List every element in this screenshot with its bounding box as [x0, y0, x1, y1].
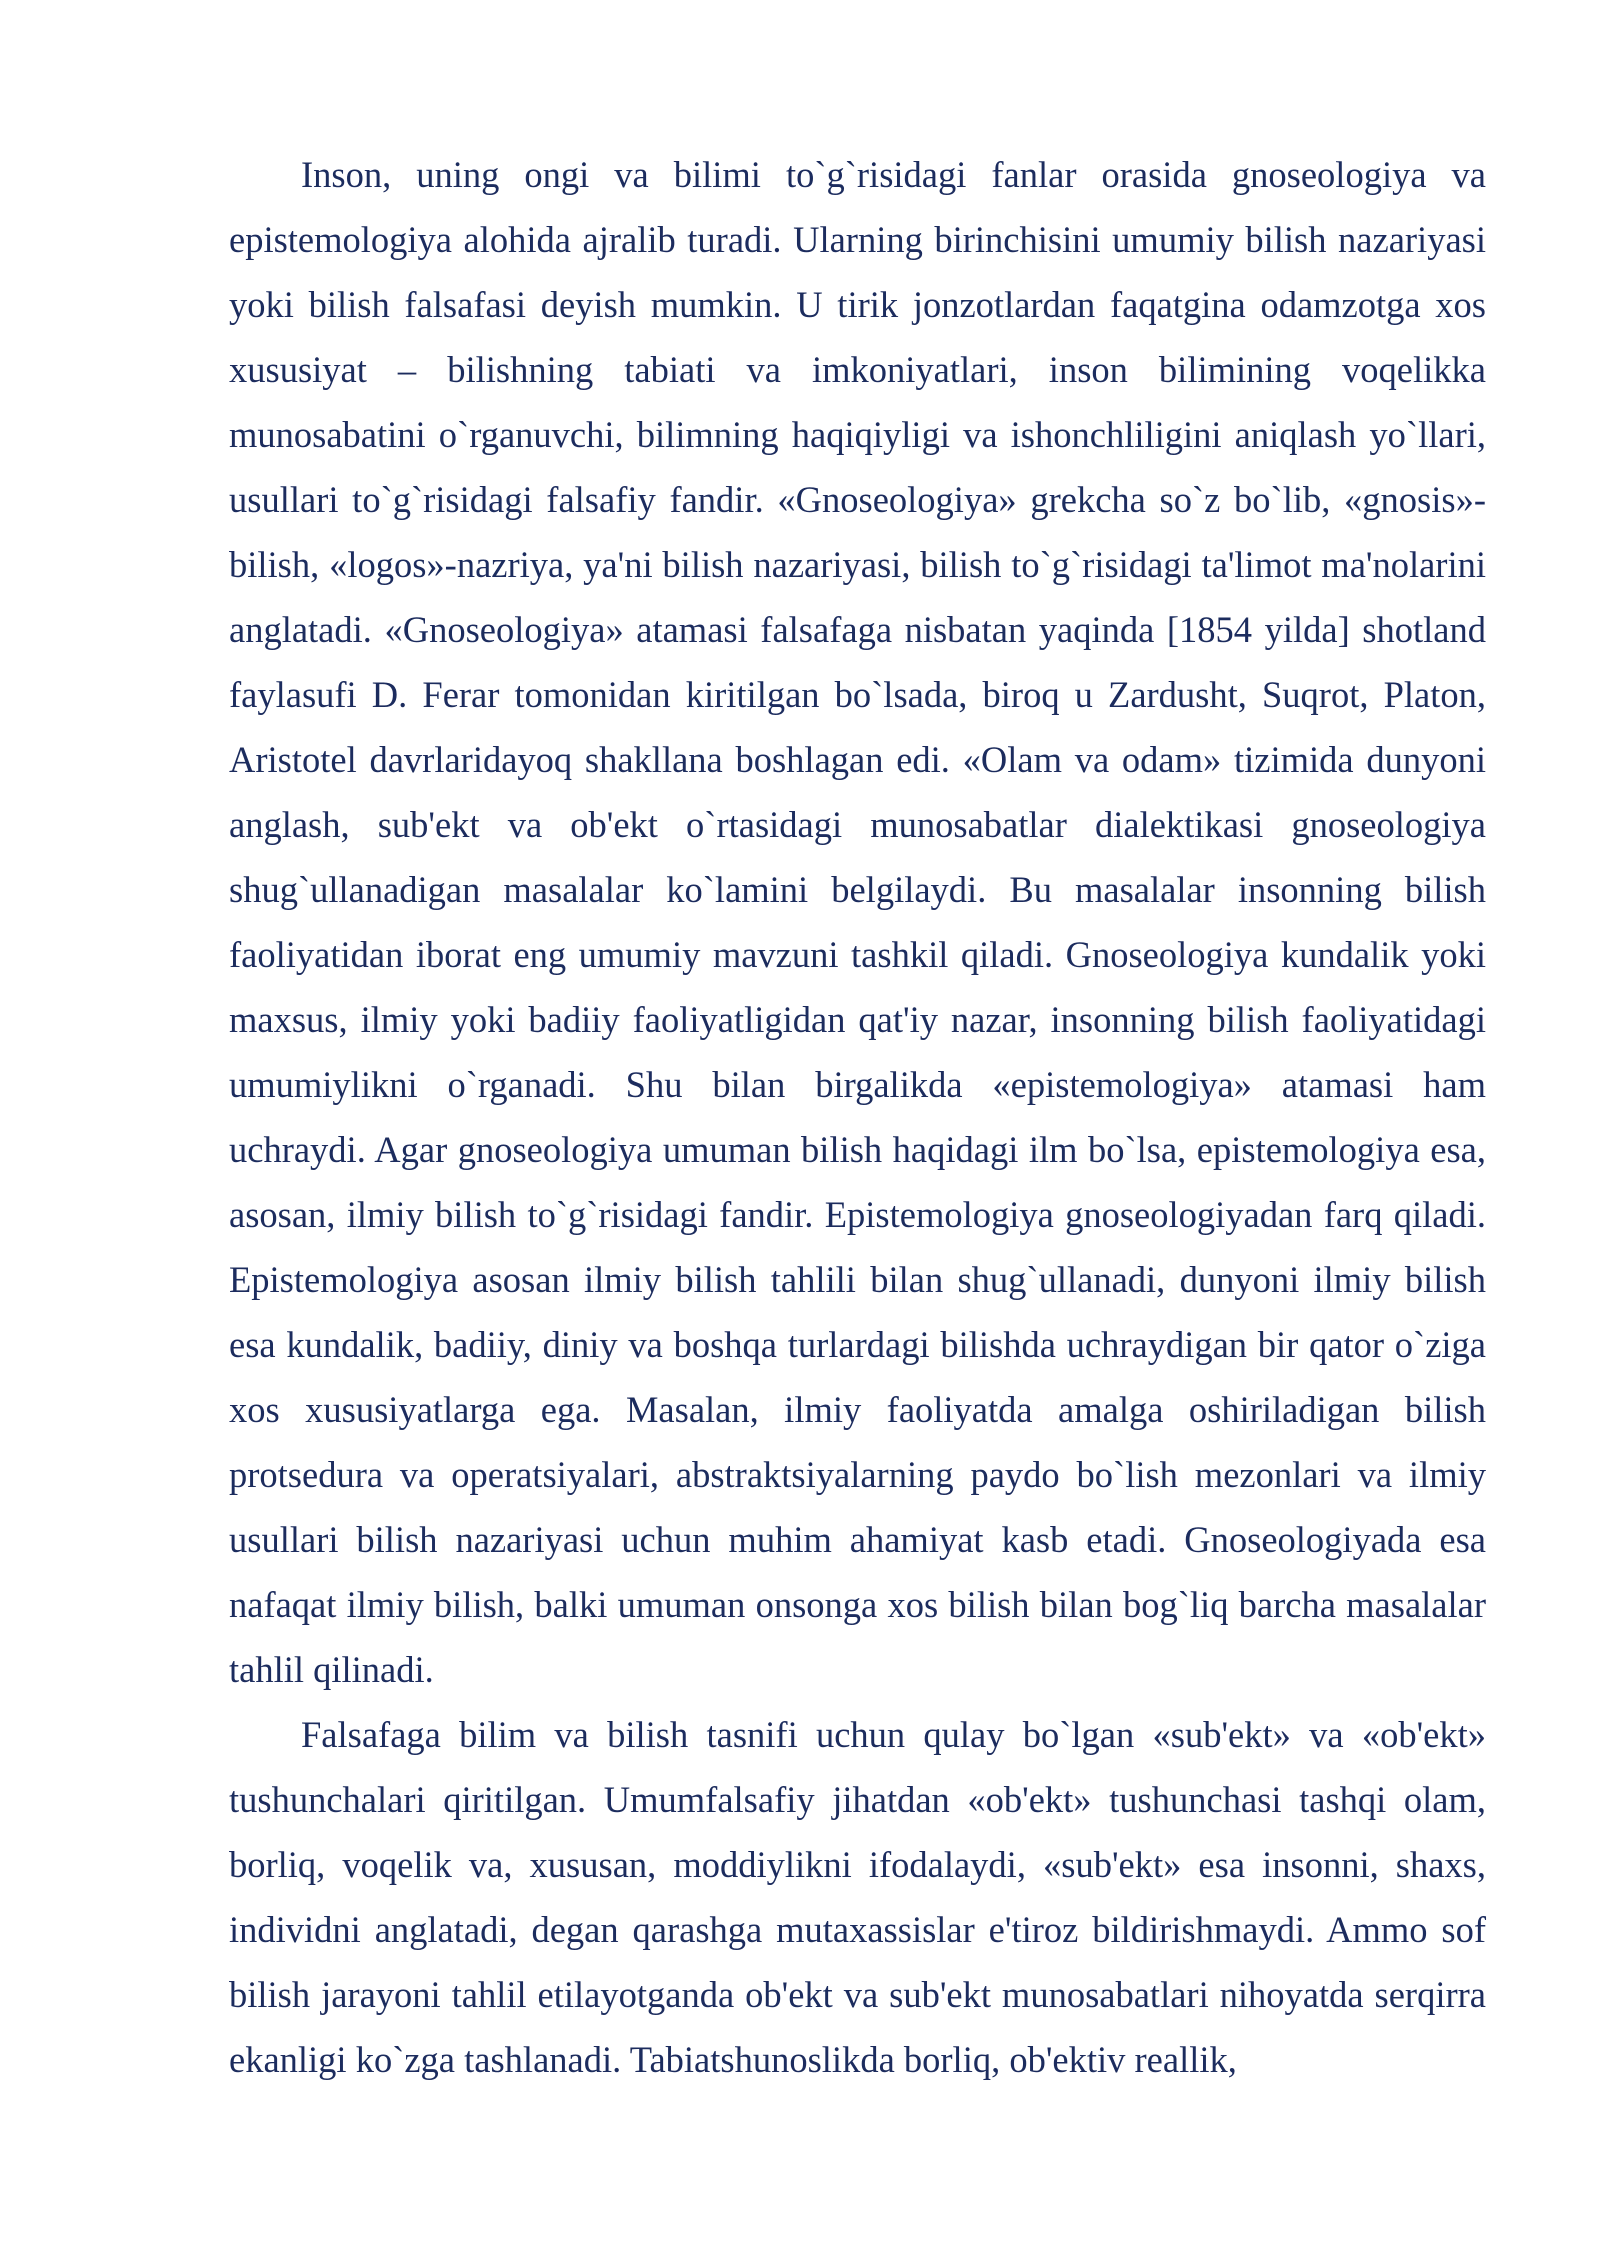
document-page	[229, 142, 1486, 2092]
paragraph-subject-object: Falsafaga bilim va bilish tasnifi uchun qulay bo`lgan «sub'ekt» va «ob'ekt» tushunchalari qiritilgan. Umumfalsafiy jihatdan «ob'ekt» tushunchasi tashqi olam, borliq, voqelik va, xususan, moddiylikni ifodalaydi, «sub'ekt» esa insonni, shaxs, individni anglatadi, degan qarashga mutaxassislar e'tiroz bildirishmaydi. Ammo sof bilish jarayoni tahlil etilayotganda ob'ekt va sub'ekt munosabatlari nihoyatda serqirra ekanligi ko`zga tashlanadi. Tabiatshunoslikda borliq, ob'ektiv reallik,	[229, 1714, 1486, 2080]
paragraph-gnoseology-epistemology: Inson, uning ongi va bilimi to`g`risidagi fanlar orasida gnoseologiya va epistemologiya alohida ajralib turadi. Ularning birinchisini umumiy bilish nazariyasi yoki bilish falsafasi deyish mumkin. U tirik jonzotlardan faqatgina odamzotga xos xususiyat – bilishning tabiati va imkoniyatlari, inson bilimining voqelikka munosabatini o`rganuvchi, bilimning haqiqiyligi va ishonchliligini aniqlash yo`llari, usullari to`g`risidagi falsafiy fandir. «Gnoseologiya» grekcha so`z bo`lib, «gnosis»-bilish, «logos»-nazriya, ya'ni bilish nazariyasi, bilish to`g`risidagi ta'limot ma'nolarini anglatadi. «Gnoseologiya» atamasi falsafaga nisbatan yaqinda [1854 yilda] shotland faylasufi D. Ferar tomonidan kiritilgan bo`lsada, biroq u Zardusht, Suqrot, Platon, Aristotel davrlaridayoq shakllana boshlagan edi. «Olam va odam» tizimida dunyoni anglash, sub'ekt va ob'ekt o`rtasidagi munosabatlar dialektikasi gnoseologiya shug`ullanadigan masalalar ko`lamini belgilaydi. Bu masalalar insonning bilish faoliyatidan iborat eng umumiy mavzuni tashkil qiladi. Gnoseologiya kundalik yoki maxsus, ilmiy yoki badiiy faoliyatligidan qat'iy nazar, insonning bilish faoliyatidagi umumiylikni o`rganadi. Shu bilan birgalikda «epistemologiya» atamasi ham uchraydi. Agar gnoseologiya umuman bilish haqidagi ilm bo`lsa, epistemologiya esa, asosan, ilmiy bilish to`g`risidagi fandir. Epistemologiya gnoseologiyadan farq qiladi. Epistemologiya asosan ilmiy bilish tahlili bilan shug`ullanadi, dunyoni ilmiy bilish esa kundalik, badiiy, diniy va boshqa turlardagi bilishda uchraydigan bir qator o`ziga xos xususiyatlarga ega. Masalan, ilmiy faoliyatda amalga oshiriladigan bilish protsedura va operatsiyalari, abstraktsiyalarning paydo bo`lish mezonlari va ilmiy usullari bilish nazariyasi uchun muhim ahamiyat kasb etadi. Gnoseologiyada esa nafaqat ilmiy bilish, balki umuman onsonga xos bilish bilan bog`liq barcha masalalar tahlil qilinadi.	[229, 154, 1486, 1690]
